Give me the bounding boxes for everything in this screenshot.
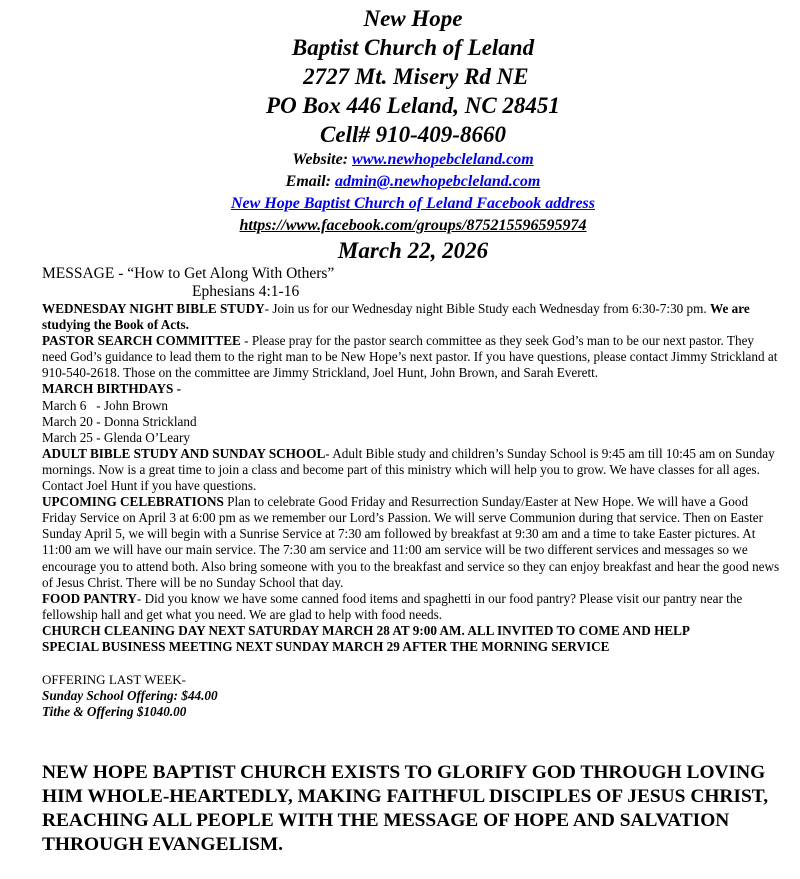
email-link[interactable]: admin@.newhopebcleland.com [335, 173, 541, 190]
food-pantry-heading: FOOD PANTRY [42, 590, 137, 606]
offering-tithe: Tithe & Offering $1040.00 [42, 704, 187, 720]
bible-study-text: - Join us for our Wednesday night Bible Study each Wednesday from 6:30-7:30 pm. [264, 301, 710, 316]
facebook-url-line [0, 215, 800, 237]
church-name-line1: New Hope [363, 6, 463, 31]
sunday-school-heading: ADULT BIBLE STUDY AND SUNDAY SCHOOL [42, 445, 326, 461]
celebrations-text: Plan to celebrate Good Friday and Resurrection Sunday/Easter at New Hope. We will have a Good Friday Service on April 3 at 6:00 pm as we remember our Lord’s Passion. We will serve Communion during that service. Then on Easter Sunday April 5, we will begin with a Sunrise Service at 7:30 am followed by breakfast at 9:30 am and a time to take Easter pictures. At 11:00 am we will have our main service. The 7:30 am service and 11:00 am service will be two different services and messages so we encourage you to attend both. Also bring someone with you to the breakfast and service so they can enjoy breakfast and hear the good news of Jesus Christ. There will be no Sunday School that day. [42, 494, 780, 590]
facebook-url[interactable]: https://www.facebook.com/groups/875215596595974 [239, 217, 587, 234]
church-name-line2: Baptist Church of Leland [291, 35, 535, 60]
celebrations-section [42, 494, 782, 591]
birthday-item: March 25 - Glenda O’Leary [42, 429, 190, 445]
bulletin-date: March 22, 2026 [337, 238, 489, 263]
bulletin-header [0, 4, 800, 266]
offering-title: OFFERING LAST WEEK- [42, 672, 186, 688]
website-link[interactable]: www.newhopebcleland.com [352, 151, 534, 168]
offering-section [42, 672, 782, 720]
food-pantry-text: - Did you know we have some canned food items and spaghetti in our food pantry? Please visit our pantry near the fellowship hall and get what you need. We are glad to help with food needs. [42, 590, 743, 622]
pastor-search-text: - Please pray for the pastor search committee as they seek God’s man to be our next pastor. They need God’s guidance to lead them to the right man to be New Hope’s next pastor. If you have questions, please contact Jimmy Strickland at 910-540-2618. Those on the committee are Jimmy Strickland, Joel Hunt, John Brown, and Sarah Everett. [42, 333, 778, 381]
cell-phone: Cell# 910-409-8660 [320, 122, 506, 147]
facebook-line [0, 193, 800, 215]
message-scripture: Ephesians 4:1-16 [192, 283, 300, 300]
email-label: Email: [285, 173, 336, 190]
pastor-search-section [42, 333, 782, 381]
bible-study-section [42, 301, 782, 333]
bible-study-bold: We are studying the Book of Acts. [42, 301, 750, 333]
sunday-school-text: - Adult Bible study and children’s Sunday School is 9:45 am till 10:45 am on Sunday mornings. Now is a great time to join a class and become part of this ministry which will help you to grow. We have classes for all ages. Contact Joel Hunt if you have questions. [42, 445, 775, 494]
mailing-address: PO Box 446 Leland, NC 28451 [266, 93, 560, 118]
bible-study-heading: WEDNESDAY NIGHT BIBLE STUDY [42, 301, 265, 316]
message-title: MESSAGE - “How to Get Along With Others” [42, 265, 335, 282]
facebook-link[interactable]: New Hope Baptist Church of Leland Facebook address [230, 195, 595, 212]
website-line [0, 149, 800, 171]
sunday-school-section [42, 446, 782, 494]
bulletin-body [42, 265, 782, 720]
street-address: 2727 Mt. Misery Rd NE [297, 64, 529, 89]
website-label: Website: [292, 151, 353, 168]
birthday-item: March 20 - Donna Strickland [42, 413, 197, 429]
email-line [0, 171, 800, 193]
offering-sunday-school: Sunday School Offering: $44.00 [42, 688, 218, 704]
mission-statement: NEW HOPE BAPTIST CHURCH EXISTS TO GLORIFY GOD THROUGH LOVING HIM WHOLE-HEARTEDLY, MAKING FAITHFUL DISCIPLES OF JESUS CHRIST, REACHING ALL PEOPLE WITH THE MESSAGE OF HOPE AND SALVATION THROUGH EVANGELISM. [42, 762, 769, 855]
birthday-item: March 6 - John Brown [42, 397, 168, 413]
food-pantry-section [42, 591, 782, 623]
announcement-business-meeting: SPECIAL BUSINESS MEETING NEXT SUNDAY MARCH 29 AFTER THE MORNING SERVICE [42, 638, 610, 654]
celebrations-heading: UPCOMING CELEBRATIONS [42, 494, 224, 510]
pastor-search-heading: PASTOR SEARCH COMMITTEE [42, 333, 241, 349]
announcement-cleaning-day: CHURCH CLEANING DAY NEXT SATURDAY MARCH 28 AT 9:00 AM. ALL INVITED TO COME AND HELP [42, 622, 690, 638]
birthdays-heading: MARCH BIRTHDAYS - [42, 381, 181, 397]
birthdays-section [42, 381, 782, 445]
